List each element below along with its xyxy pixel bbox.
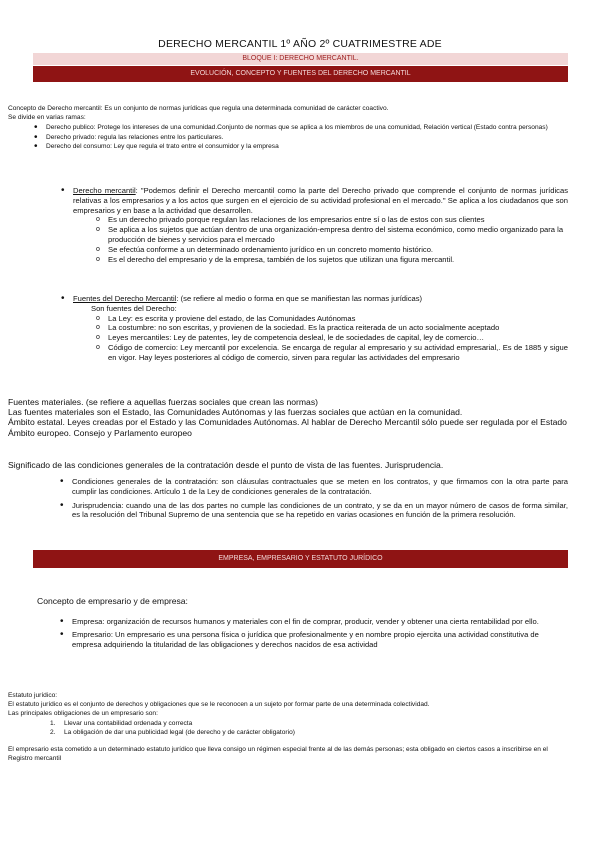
enterprise-heading: Concepto de empresario y de empresa: [37, 596, 188, 606]
sources-text: : (se refiere al medio o forma en que se manifiestan las normas jurídicas) [176, 294, 423, 303]
item-text: Llevar una contabilidad ordenada y correcta [64, 719, 193, 727]
material-line: Ámbito europeo. Consejo y Parlamento europeo [8, 427, 192, 438]
list-item: o Es un derecho privado porque regulan las relaciones de los empresarios entre sí o las de estos con sus clientes [108, 215, 568, 225]
statute-final: El empresario esta cometido a un determinado estatuto jurídico que lleva consigo un régimen especial frente al de las demás personas; esta obligado en ciertos casos a inscribirse en el Registro mercantil [8, 746, 548, 763]
list-item: • Condiciones generales de la contratación: son cláusulas contractuales que se meten en los contratos, y que firmamos con la otra parte para cumplir las condiciones. Artículo 1 de la Ley de condiciones generales de la contratación. [72, 477, 568, 497]
list-item: • Empresario: Un empresario es una persona física o jurídica que profesionalmente y en nombre propio ejercita una actividad constitutiva de empresa adquiriendo la titularidad de las obligaciones y derechos nacidos de esa actividad [72, 630, 568, 650]
list-item: o La costumbre: no son escritas, y provienen de la sociedad. Es la practica reiterada de un acto socialmente aceptado [108, 323, 568, 333]
definition-label: Derecho mercantil [73, 186, 136, 195]
list-item: • Jurisprudencia: cuando una de las dos partes no cumple las condiciones de un contrato, y se da en un mayor número de casos de forma similar, es la resolución del Tribunal Supremo de una sentencia que se ha repetido en varias ocasiones en función de la primera resolución. [72, 501, 568, 521]
sources-label: Fuentes del Derecho Mercantil [73, 294, 177, 303]
definition-section [73, 186, 568, 264]
list-item: o Leyes mercantiles: Ley de patentes, ley de competencia desleal, le de sociedades de capital, ley de comercio… [108, 333, 568, 343]
item-text: La obligación de dar una publicidad legal (de derecho y de carácter obligatorio) [64, 728, 295, 736]
document-title: DERECHO MERCANTIL 1º AÑO 2º CUATRIMESTRE ADE [158, 38, 442, 50]
list-item: o Es el derecho del empresario y de la empresa, también de los sujetos que utilizan una figura mercantil. [108, 255, 568, 265]
item-number: 1. [50, 719, 56, 727]
statute-text: El estatuto jurídico es el conjunto de derechos y obligaciones que se le reconocen a un sujeto por formar parte de una determinada colectividad. [8, 701, 430, 709]
definition-text: : "Podemos definir el Derecho mercantil como la parte del Derecho privado que comprende el conjunto de normas jurídicas relativas a los empresarios y a los actos que surgen en el ejercicio de su actividad profesional en el mercado." Se aplica a los ciudadanos que son empresarios y en base a la actividad que desarrollen. [73, 186, 568, 215]
conditions-heading: Significado de las condiciones generales de la contratación desde el punto de vista de las fuentes. Jurisprudencia. [8, 460, 444, 470]
sources-heading [73, 294, 568, 304]
sources-list [108, 314, 568, 363]
list-item [50, 728, 568, 737]
list-item [50, 719, 568, 728]
material-line: Las fuentes materiales son el Estado, las Comunidades Autónomas y las fuerzas sociales que actúan en la comunidad. [8, 407, 463, 418]
concept-definition: Concepto de Derecho mercantil: Es un conjunto de normas jurídicas que regula una determinada comunidad de carácter coactivo. [8, 105, 389, 112]
sources-subheading: Son fuentes del Derecho: [91, 303, 177, 313]
concept-branches-intro: Se divide en varias ramas: [8, 114, 86, 122]
sources-section [73, 294, 568, 363]
definition-list [108, 215, 568, 264]
conditions-list [72, 477, 568, 520]
section-banner-enterprise: EMPRESA, EMPRESARIO Y ESTATUTO JURÍDICO [33, 550, 568, 568]
concept-section [8, 104, 568, 151]
material-line: Ámbito estatal. Leyes creadas por el Estado y las Comunidades Autónomas. Al hablar de Derecho Mercantil sólo puede ser regulada por el Estado [8, 417, 567, 428]
list-item: • Derecho publico: Protege los intereses de una comunidad.Conjunto de normas que se aplica a los miembros de una comunidad, Relación vertical (Estado contra personas) [46, 123, 568, 132]
statute-heading: Estatuto jurídico: [8, 692, 58, 699]
obligations-list [50, 719, 568, 737]
item-number: 2. [50, 728, 56, 736]
list-item: • Empresa: organización de recursos humanos y materiales con el fin de comprar, producir, vender y obtener una cierta rentabilidad por ello. [72, 617, 568, 627]
list-item: • Derecho del consumo: Ley que regula el trato entre el consumidor y la empresa [46, 142, 568, 151]
definition-paragraph [73, 186, 568, 215]
material-line: Fuentes materiales. (se refiere a aquellas fuerzas sociales que crean las normas) [8, 397, 319, 407]
material-sources [8, 397, 568, 438]
section-banner-sources: EVOLUCIÓN, CONCEPTO Y FUENTES DEL DERECHO MERCANTIL [33, 66, 568, 82]
list-item: o Se efectúa conforme a un determinado ordenamiento jurídico en un concreto momento histórico. [108, 245, 568, 255]
list-item: o Código de comercio: Ley mercantil por excelencia. Se encarga de regular al empresario y su actividad empresarial,. Es de 1885 y sigue en vigor. Hay leyes posteriores al código de comercio, sirven para regular las actividades del empresario [108, 343, 568, 363]
list-item: • Derecho privado: regula las relaciones entre los particulares. [46, 133, 568, 142]
enterprise-list [72, 617, 568, 649]
statute-subheading: Las principales obligaciones de un empresario son: [8, 710, 158, 718]
list-item: o Se aplica a los sujetos que actúan dentro de una organización-empresa dentro del sistema económico, como medio organizado para la producción de bienes y servicios para el mercado [108, 225, 568, 245]
block-banner: BLOQUE I: DERECHO MERCANTIL. [33, 53, 568, 65]
statute-section [8, 691, 568, 763]
branches-list [46, 123, 568, 151]
list-item: o La Ley: es escrita y proviene del estado, de las Comunidades Autónomas [108, 314, 568, 324]
